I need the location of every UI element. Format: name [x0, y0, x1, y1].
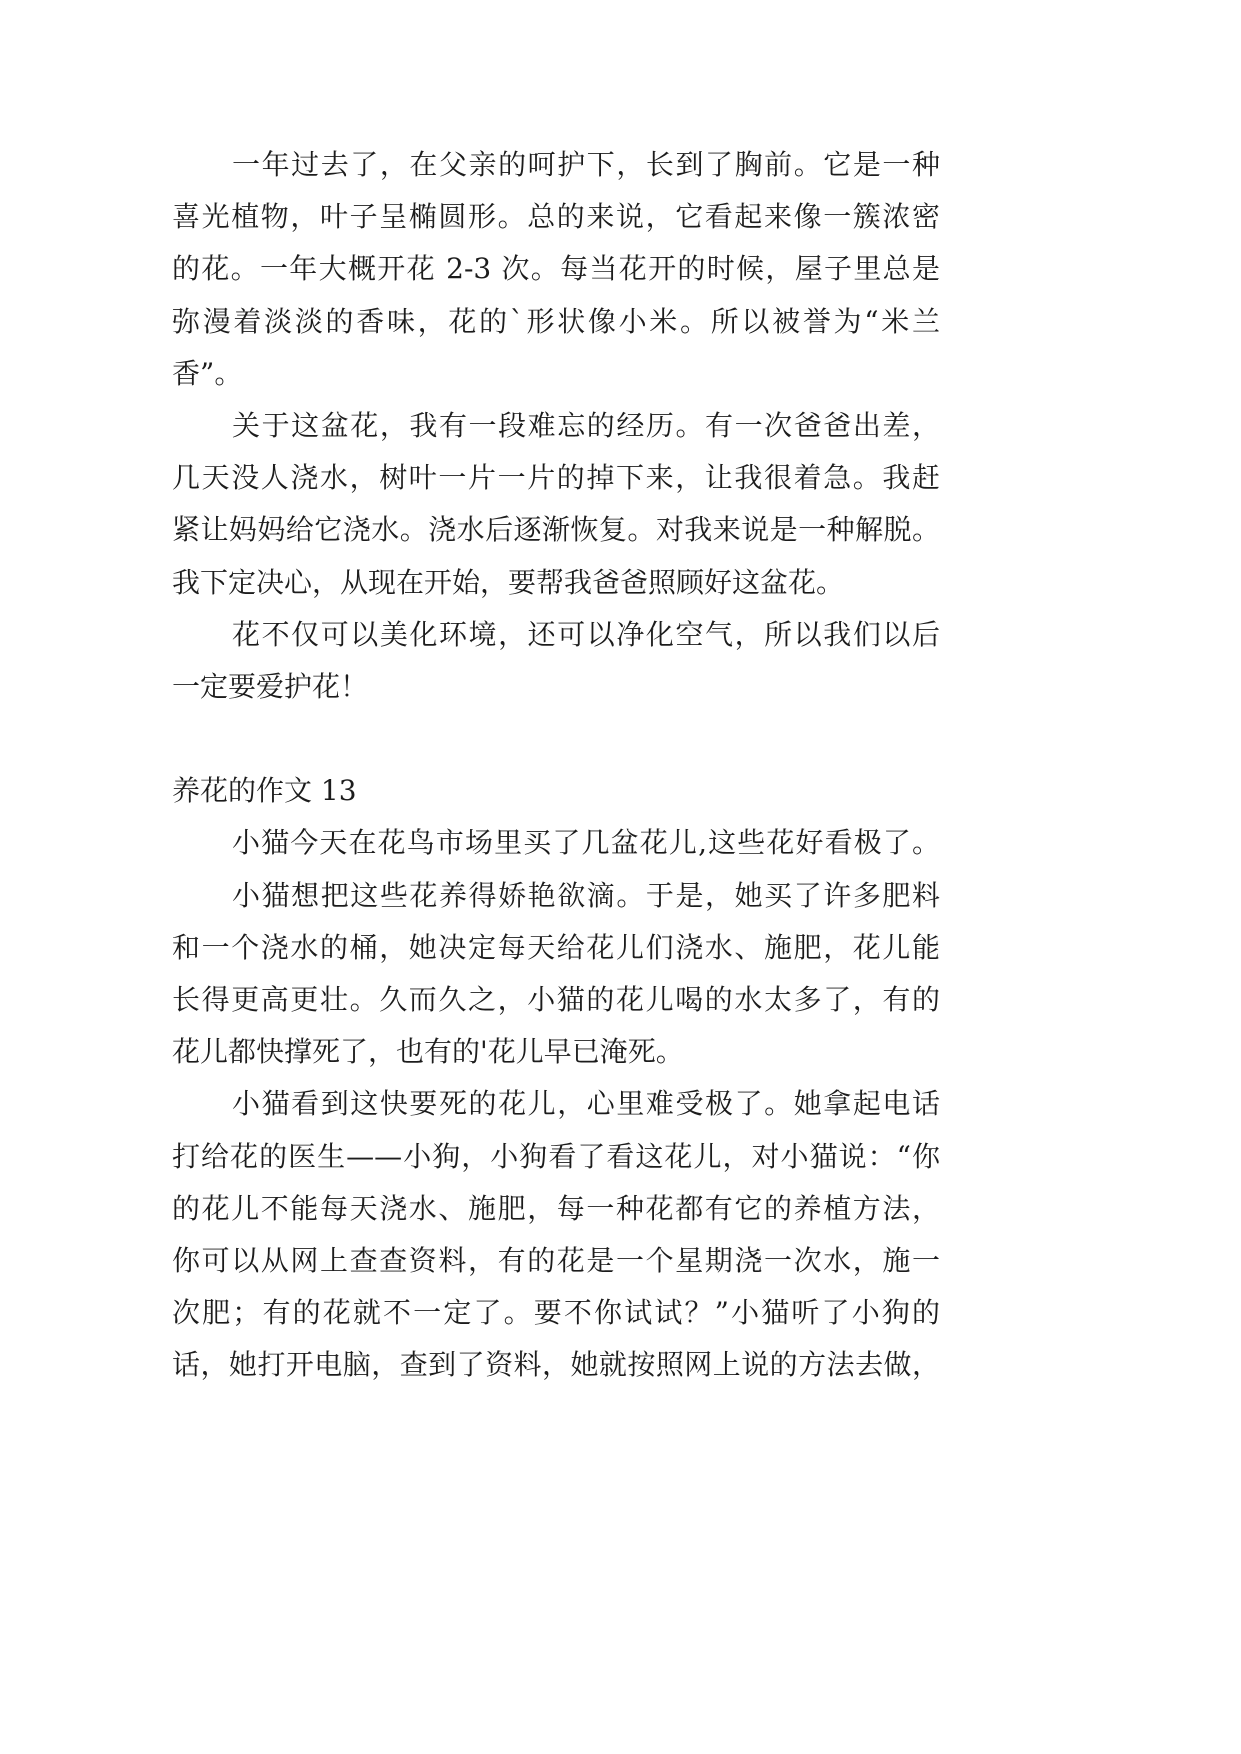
text-line: 几天没人浇水，树叶一片一片的掉下来，让我很着急。我赶	[172, 461, 940, 495]
text-line: 我下定决心，从现在开始，要帮我爸爸照顾好这盆花。	[172, 565, 845, 599]
text-line: 话，她打开电脑，查到了资料，她就按照网上说的方法去做，	[172, 1348, 940, 1382]
text-line: 的花儿不能每天浇水、施肥，每一种花都有它的养植方法，	[172, 1191, 940, 1225]
text-line: 小猫看到这快要死的花儿，心里难受极了。她拿起电话	[232, 1087, 940, 1121]
text-line: 的花。一年大概开花 2-3 次。每当花开的时候，屋子里总是	[172, 252, 940, 286]
text-line: 你可以从网上查查资料，有的花是一个星期浇一次水，施一	[172, 1243, 940, 1277]
text-line: 花不仅可以美化环境，还可以净化空气，所以我们以后	[232, 617, 940, 651]
paragraph	[172, 139, 940, 400]
paragraph	[172, 609, 940, 713]
text-line: 和一个浇水的桶，她决定每天给花儿们浇水、施肥，花儿能	[172, 930, 940, 964]
text-line: 次肥；有的花就不一定了。要不你试试？”小猫听了小狗的	[172, 1296, 940, 1330]
text-line: 一年过去了，在父亲的呵护下，长到了胸前。它是一种	[232, 148, 940, 181]
text-line: 紧让妈妈给它浇水。浇水后逐渐恢复。对我来说是一种解脱。	[172, 513, 940, 547]
text-line: 花儿都快撑死了，也有的'花儿早已淹死。	[172, 1035, 684, 1069]
text-line: 喜光植物，叶子呈椭圆形。总的来说，它看起来像一簇浓密	[172, 200, 940, 234]
text-line: 小猫今天在花鸟市场里买了几盆花儿,这些花好看极了。	[232, 826, 940, 860]
text-line: 关于这盆花，我有一段难忘的经历。有一次爸爸出差，	[232, 408, 940, 442]
text-line: 小猫想把这些花养得娇艳欲滴。于是，她买了许多肥料	[232, 878, 940, 912]
text-line: 弥漫着淡淡的香味，花的`形状像小米。所以被誉为“米兰	[172, 304, 940, 338]
paragraph	[172, 400, 940, 609]
paragraph	[172, 870, 940, 1079]
paragraph	[172, 1078, 940, 1391]
text-line: 一定要爱护花！	[172, 669, 369, 703]
paragraph	[172, 817, 940, 869]
text-line: 香”。	[172, 356, 243, 390]
text-line: 长得更高更壮。久而久之，小猫的花儿喝的水太多了，有的	[172, 983, 940, 1016]
text-line: 打给花的医生——小狗，小狗看了看这花儿，对小猫说：“你	[172, 1139, 940, 1173]
blank-line	[172, 713, 940, 765]
essay-title: 养花的作文 13	[172, 774, 357, 808]
document-body	[172, 139, 940, 1392]
